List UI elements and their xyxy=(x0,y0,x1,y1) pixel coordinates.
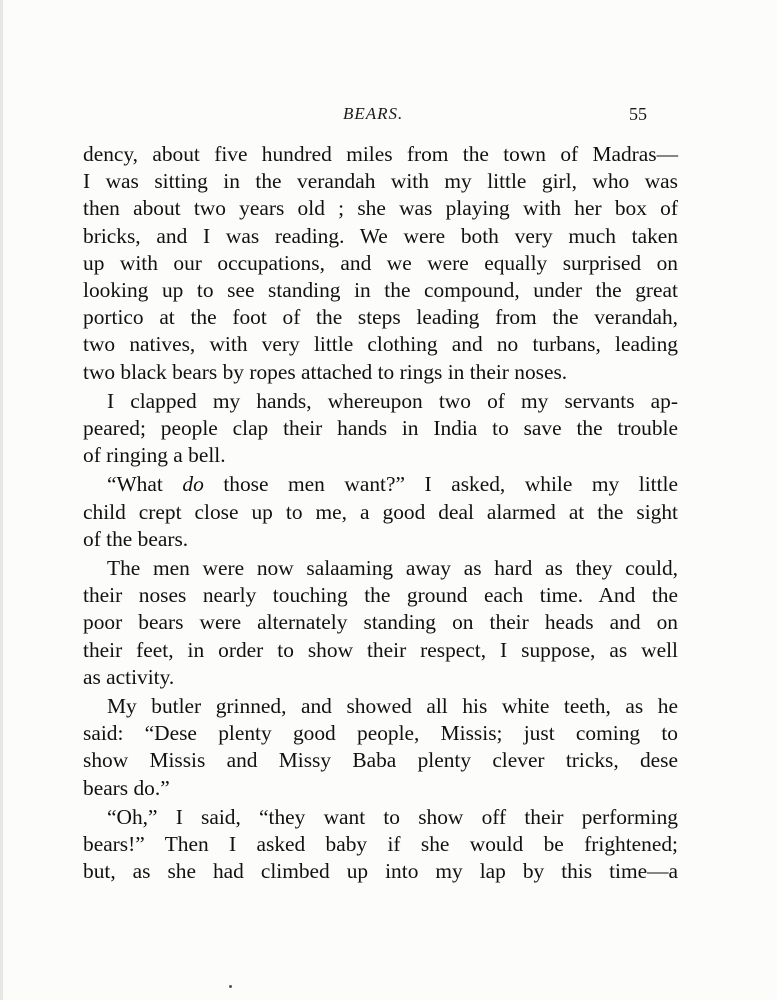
text-line: two natives, with very little clothing and no turbans, leading xyxy=(83,332,678,357)
text-line: “Oh,” I said, “they want to show off their performing xyxy=(107,804,678,829)
text-line: The men were now salaaming away as hard as they could, xyxy=(107,556,678,581)
running-head xyxy=(3,104,777,130)
text-line: then about two years old ; she was playing with her box of xyxy=(83,196,678,221)
text-line: their feet, in order to show their respect, I suppose, as well xyxy=(83,637,678,662)
text-line: I clapped my hands, whereupon two of my servants ap- xyxy=(107,388,678,413)
text-line: up with our occupations, and we were equally surprised on xyxy=(83,250,678,275)
paper-speck xyxy=(229,985,232,988)
text-fragment: “What xyxy=(107,472,183,497)
text-line: bears!” Then I asked baby if she would be frightened; xyxy=(83,832,678,857)
text-line: My butler grinned, and showed all his white teeth, as he xyxy=(107,694,678,719)
text-line: of ringing a bell. xyxy=(83,443,226,468)
text-line: of the bears. xyxy=(83,526,189,551)
running-title: BEARS. xyxy=(343,104,404,123)
text-line: said: “Dese plenty good people, Missis; just coming to xyxy=(83,721,678,746)
text-line: but, as she had climbed up into my lap by this time—a xyxy=(83,859,678,884)
emphasis-word: do xyxy=(182,472,204,497)
text-line: as activity. xyxy=(83,664,175,689)
text-line: bears do.” xyxy=(83,775,170,800)
body-text xyxy=(83,141,678,885)
text-line: I was sitting in the verandah with my little girl, who was xyxy=(83,169,678,194)
text-line: bricks, and I was reading. We were both very much taken xyxy=(83,223,678,248)
text-line xyxy=(83,471,678,498)
text-line: looking up to see standing in the compound, under the great xyxy=(83,278,678,303)
text-line: poor bears were alternately standing on their heads and on xyxy=(83,610,678,635)
text-line: portico at the foot of the steps leading from the verandah, xyxy=(83,305,678,330)
text-line: child crept close up to me, a good deal alarmed at the sight xyxy=(83,499,678,524)
text-line: their noses nearly touching the ground each time. And the xyxy=(83,583,678,608)
text-line: peared; people clap their hands in India to save the trouble xyxy=(83,416,678,441)
text-line: show Missis and Missy Baba plenty clever tricks, dese xyxy=(83,748,678,773)
text-line: dency, about five hundred miles from the town of Madras— xyxy=(83,142,678,166)
text-line: two black bears by ropes attached to rings in their noses. xyxy=(83,359,568,384)
text-fragment: those men want?” I asked, while my little xyxy=(203,472,678,497)
page-number: 55 xyxy=(629,104,647,124)
